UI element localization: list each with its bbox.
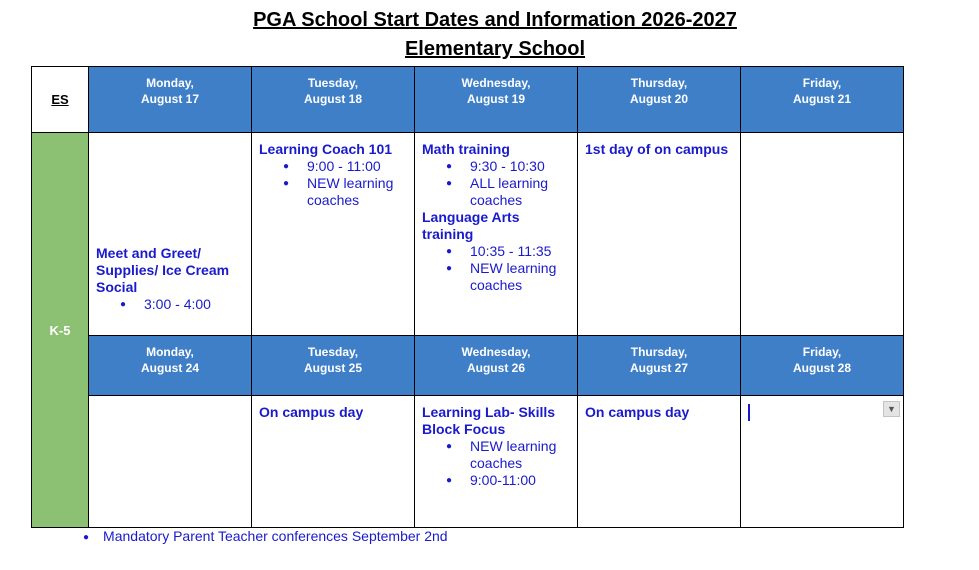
week1-header-row — [32, 67, 904, 133]
event-cell-wed-aug19[interactable] — [415, 133, 578, 336]
event-cell-fri-aug21[interactable] — [741, 133, 904, 336]
day-header[interactable]: Monday, August 17 — [89, 67, 252, 133]
day-header[interactable]: Thursday, August 27 — [578, 336, 741, 396]
day-header[interactable]: Tuesday, August 25 — [252, 336, 415, 396]
event-cell-tue-aug18[interactable] — [252, 133, 415, 336]
event-cell-thu-aug27[interactable] — [578, 396, 741, 528]
bullet-icon: ● — [83, 532, 90, 543]
event-heading: 1st day of on campus — [585, 141, 729, 157]
bullet-item: ● 10:35 - 11:35 — [470, 243, 570, 260]
dropdown-arrow-icon[interactable]: ▼ — [883, 401, 900, 417]
bullet-item: ● NEW learning coaches — [307, 175, 407, 209]
event-heading: Learning Lab- Skills Block Focus — [422, 404, 556, 437]
event-heading: On campus day — [585, 404, 690, 420]
event-cell-tue-aug25[interactable] — [252, 396, 415, 528]
day-header[interactable]: Friday, August 28 — [741, 336, 904, 396]
event-heading: On campus day — [259, 404, 364, 420]
day-header[interactable]: Monday, August 24 — [89, 336, 252, 396]
bullet-item: ● 9:30 - 10:30 — [470, 158, 570, 175]
day-header[interactable]: Tuesday, August 18 — [252, 67, 415, 133]
event-heading: Learning Coach 101 — [259, 141, 393, 157]
day-header[interactable]: Friday, August 21 — [741, 67, 904, 133]
bullet-item: ● 9:00 - 11:00 — [307, 158, 407, 175]
event-cell-mon-aug17[interactable] — [89, 133, 252, 336]
week1-content-row — [32, 133, 904, 336]
grade-label[interactable]: K-5 — [32, 133, 89, 528]
text-cursor — [748, 404, 750, 421]
page-title: PGA School Start Dates and Information 2026-2027 — [253, 9, 737, 31]
event-heading: Language Arts training — [422, 209, 520, 242]
event-cell-thu-aug20[interactable] — [578, 133, 741, 336]
bullet-item: ● 9:00-11:00 — [470, 472, 570, 489]
week2-header-row — [32, 336, 904, 396]
corner-label[interactable]: ES — [32, 67, 89, 133]
bullet-item: ● NEW learning coaches — [470, 438, 570, 472]
footnote-text: Mandatory Parent Teacher conferences September 2nd — [103, 528, 448, 544]
event-cell-fri-aug28[interactable] — [741, 396, 904, 528]
week2-content-row — [32, 396, 904, 528]
day-header[interactable]: Wednesday, August 19 — [415, 67, 578, 133]
event-heading: Meet and Greet/ Supplies/ Ice Cream Social — [96, 245, 230, 295]
event-cell-wed-aug26[interactable] — [415, 396, 578, 528]
bullet-item: ● ALL learning coaches — [470, 175, 570, 209]
day-header[interactable]: Thursday, August 20 — [578, 67, 741, 133]
bullet-item: ● NEW learning coaches — [470, 260, 570, 294]
page-subtitle: Elementary School — [404, 38, 586, 60]
footnote — [83, 528, 448, 544]
event-heading: Math training — [422, 141, 510, 157]
day-header[interactable]: Wednesday, August 26 — [415, 336, 578, 396]
event-cell-mon-aug24[interactable] — [89, 396, 252, 528]
bullet-item: ● 3:00 - 4:00 — [144, 296, 244, 313]
schedule-table — [31, 66, 904, 528]
